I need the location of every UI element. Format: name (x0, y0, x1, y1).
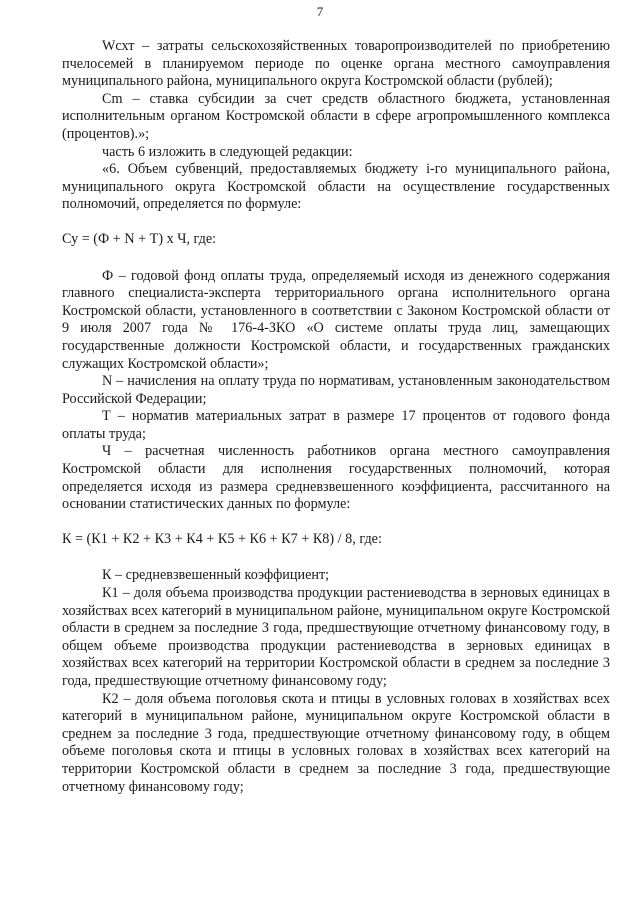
paragraph-part6-intro: часть 6 изложить в следующей редакции: (102, 143, 353, 160)
paragraph-wsxt: Wсхт – затраты сельскохозяйственных товаропроизводителей по приобретению пчелосемей в планируемом периоде по оценке органа местного самоуправления муниципального района, муниципального округа Костромской области (рублей); (62, 38, 610, 90)
formula-k: К = (К1 + К2 + К3 + К4 + К5 + К6 + К7 + К8) / 8, где: (62, 530, 382, 547)
paragraph-subvention-volume: «6. Объем субвенций, предоставляемых бюджету i-го муниципального района, муниципального округа Костромской области на осуществление государственных полномочий, определяется по формуле: (62, 161, 610, 213)
definition-ch: Ч – расчетная численность работников органа местного самоуправления Костромской области для исполнения государственных полномочий, которая определяется исходя из размера средневзвешенного коэффициента, рассчитанного на основании статистических данных по формуле: (62, 443, 610, 513)
page-number: 7 (316, 4, 324, 19)
definition-t: Т – норматив материальных затрат в размере 17 процентов от годового фонда оплаты труда; (62, 408, 610, 442)
formula-su: Су = (Ф + N + Т) х Ч, где: (62, 230, 217, 247)
definition-f: Ф – годовой фонд оплаты труда, определяемый исходя из денежного содержания главного специалиста-эксперта территориального органа исполнительного органа Костромской области, установленного в соответствии с Законом Костромской области от 9 июля 2007 года № 176-4-ЗКО «О системе оплаты труда лиц, замещающих государственные должности Костромской области, и государственных гражданских служащих Костромской области»; (62, 267, 610, 372)
paragraph-cm: Cm – ставка субсидии за счет средств областного бюджета, установленная исполнительным органом Костромской области в сфере агропромышленного комплекса (процентов).»; (62, 90, 610, 142)
definition-k2: К2 – доля объема поголовья скота и птицы в условных головах в хозяйствах всех категорий в муниципальном районе, муниципальном округе Костромской области в среднем за последние 3 года, предшествующие отчетному финансовому году, в общем объеме поголовья скота и птицы в условных головах в хозяйствах всех категорий на территории Костромской области в среднем за последние 3 года, предшествующие отчетному финансовому году; (62, 690, 610, 795)
definition-k: К – средневзвешенный коэффициент; (102, 567, 330, 584)
definition-n: N – начисления на оплату труда по нормативам, установленным законодательством Российской Федерации; (62, 373, 610, 407)
definition-k1: К1 – доля объема производства продукции растениеводства в зерновых единицах в хозяйствах всех категорий в муниципальном районе, муниципальном округе Костромской области в среднем за последние 3 года, предшествующие отчетному финансовому году, в общем объеме производства продукции растениеводства в зерновых единицах в хозяйствах всех категорий на территории Костромской области в среднем за последние 3 года, предшествующие отчетному финансовому году; (62, 585, 610, 689)
document-body (62, 38, 610, 796)
